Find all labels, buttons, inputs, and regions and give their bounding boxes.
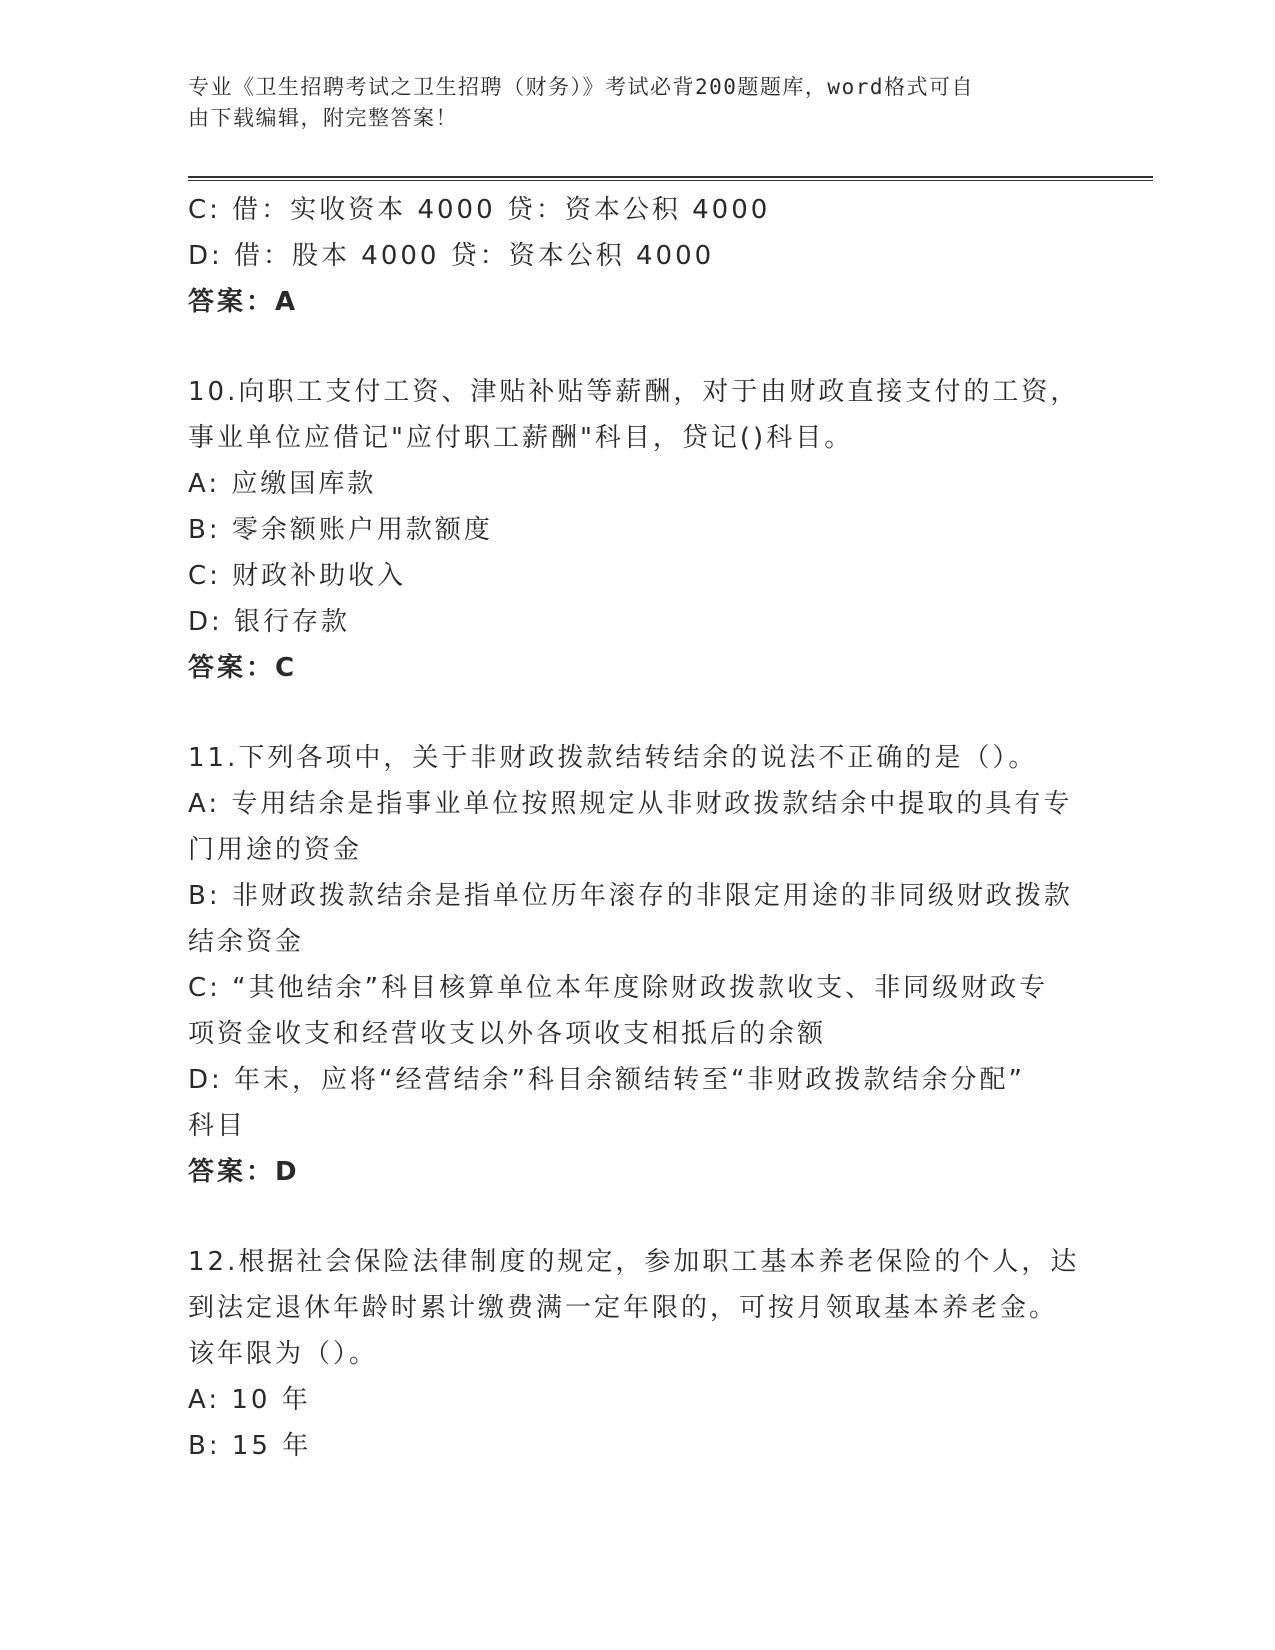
- option-line: A: 专用结余是指事业单位按照规定从非财政拨款结余中提取的具有专: [188, 789, 1073, 819]
- answer-line: 答案：A: [188, 287, 299, 317]
- option-line: 门用途的资金: [188, 835, 363, 865]
- option-line: B: 非财政拨款结余是指单位历年滚存的非限定用途的非同级财政拨款: [188, 881, 1073, 911]
- option-line: 结余资金: [188, 927, 305, 957]
- question-block: [188, 369, 1088, 691]
- option-line: C: “其他结余”科目核算单位本年度除财政拨款收支、非同级财政专: [188, 973, 1049, 1003]
- question-stem: 事业单位应借记"应付职工薪酬"科目，贷记()科目。: [188, 423, 854, 453]
- question-list: [188, 187, 1088, 1469]
- question-block: [188, 1239, 1088, 1469]
- option-line: D: 借：股本 4000 贷：资本公积 4000: [188, 241, 715, 271]
- question-stem: 11.下列各项中，关于非财政拨款结转结余的说法不正确的是（）。: [188, 743, 1038, 773]
- page-header: [188, 72, 1078, 134]
- question-stem: 该年限为（）。: [188, 1339, 379, 1369]
- option-line: B: 零余额账户用款额度: [188, 515, 493, 545]
- option-line: D: 银行存款: [188, 607, 351, 637]
- option-line: C: 借：实收资本 4000 贷：资本公积 4000: [188, 195, 771, 225]
- question-stem: 12.根据社会保险法律制度的规定，参加职工基本养老保险的个人，达: [188, 1247, 1080, 1277]
- option-line: A: 应缴国库款: [188, 469, 377, 499]
- option-line: C: 财政补助收入: [188, 561, 407, 591]
- answer-line: 答案：C: [188, 653, 298, 683]
- header-line: 由下载编辑，附完整答案！: [188, 106, 458, 130]
- header-line: 专业《卫生招聘考试之卫生招聘（财务）》考试必背200题题库，word格式可自: [188, 75, 974, 99]
- option-line: 项资金收支和经营收支以外各项收支相抵后的余额: [188, 1019, 827, 1049]
- option-line: A: 10 年: [188, 1385, 311, 1415]
- option-line: D: 年末，应将“经营结余”科目余额结转至“非财政拨款结余分配”: [188, 1065, 1025, 1095]
- header-divider: [188, 176, 1153, 181]
- answer-line: 答案：D: [188, 1157, 300, 1187]
- option-line: 科目: [188, 1111, 247, 1141]
- option-line: B: 15 年: [188, 1431, 312, 1461]
- question-stem: 10.向职工支付工资、津贴补贴等薪酬，对于由财政直接支付的工资，: [188, 377, 1080, 407]
- question-stem: 到法定退休年龄时累计缴费满一定年限的，可按月领取基本养老金。: [188, 1293, 1059, 1323]
- question-block: [188, 187, 1088, 325]
- question-block: [188, 735, 1088, 1195]
